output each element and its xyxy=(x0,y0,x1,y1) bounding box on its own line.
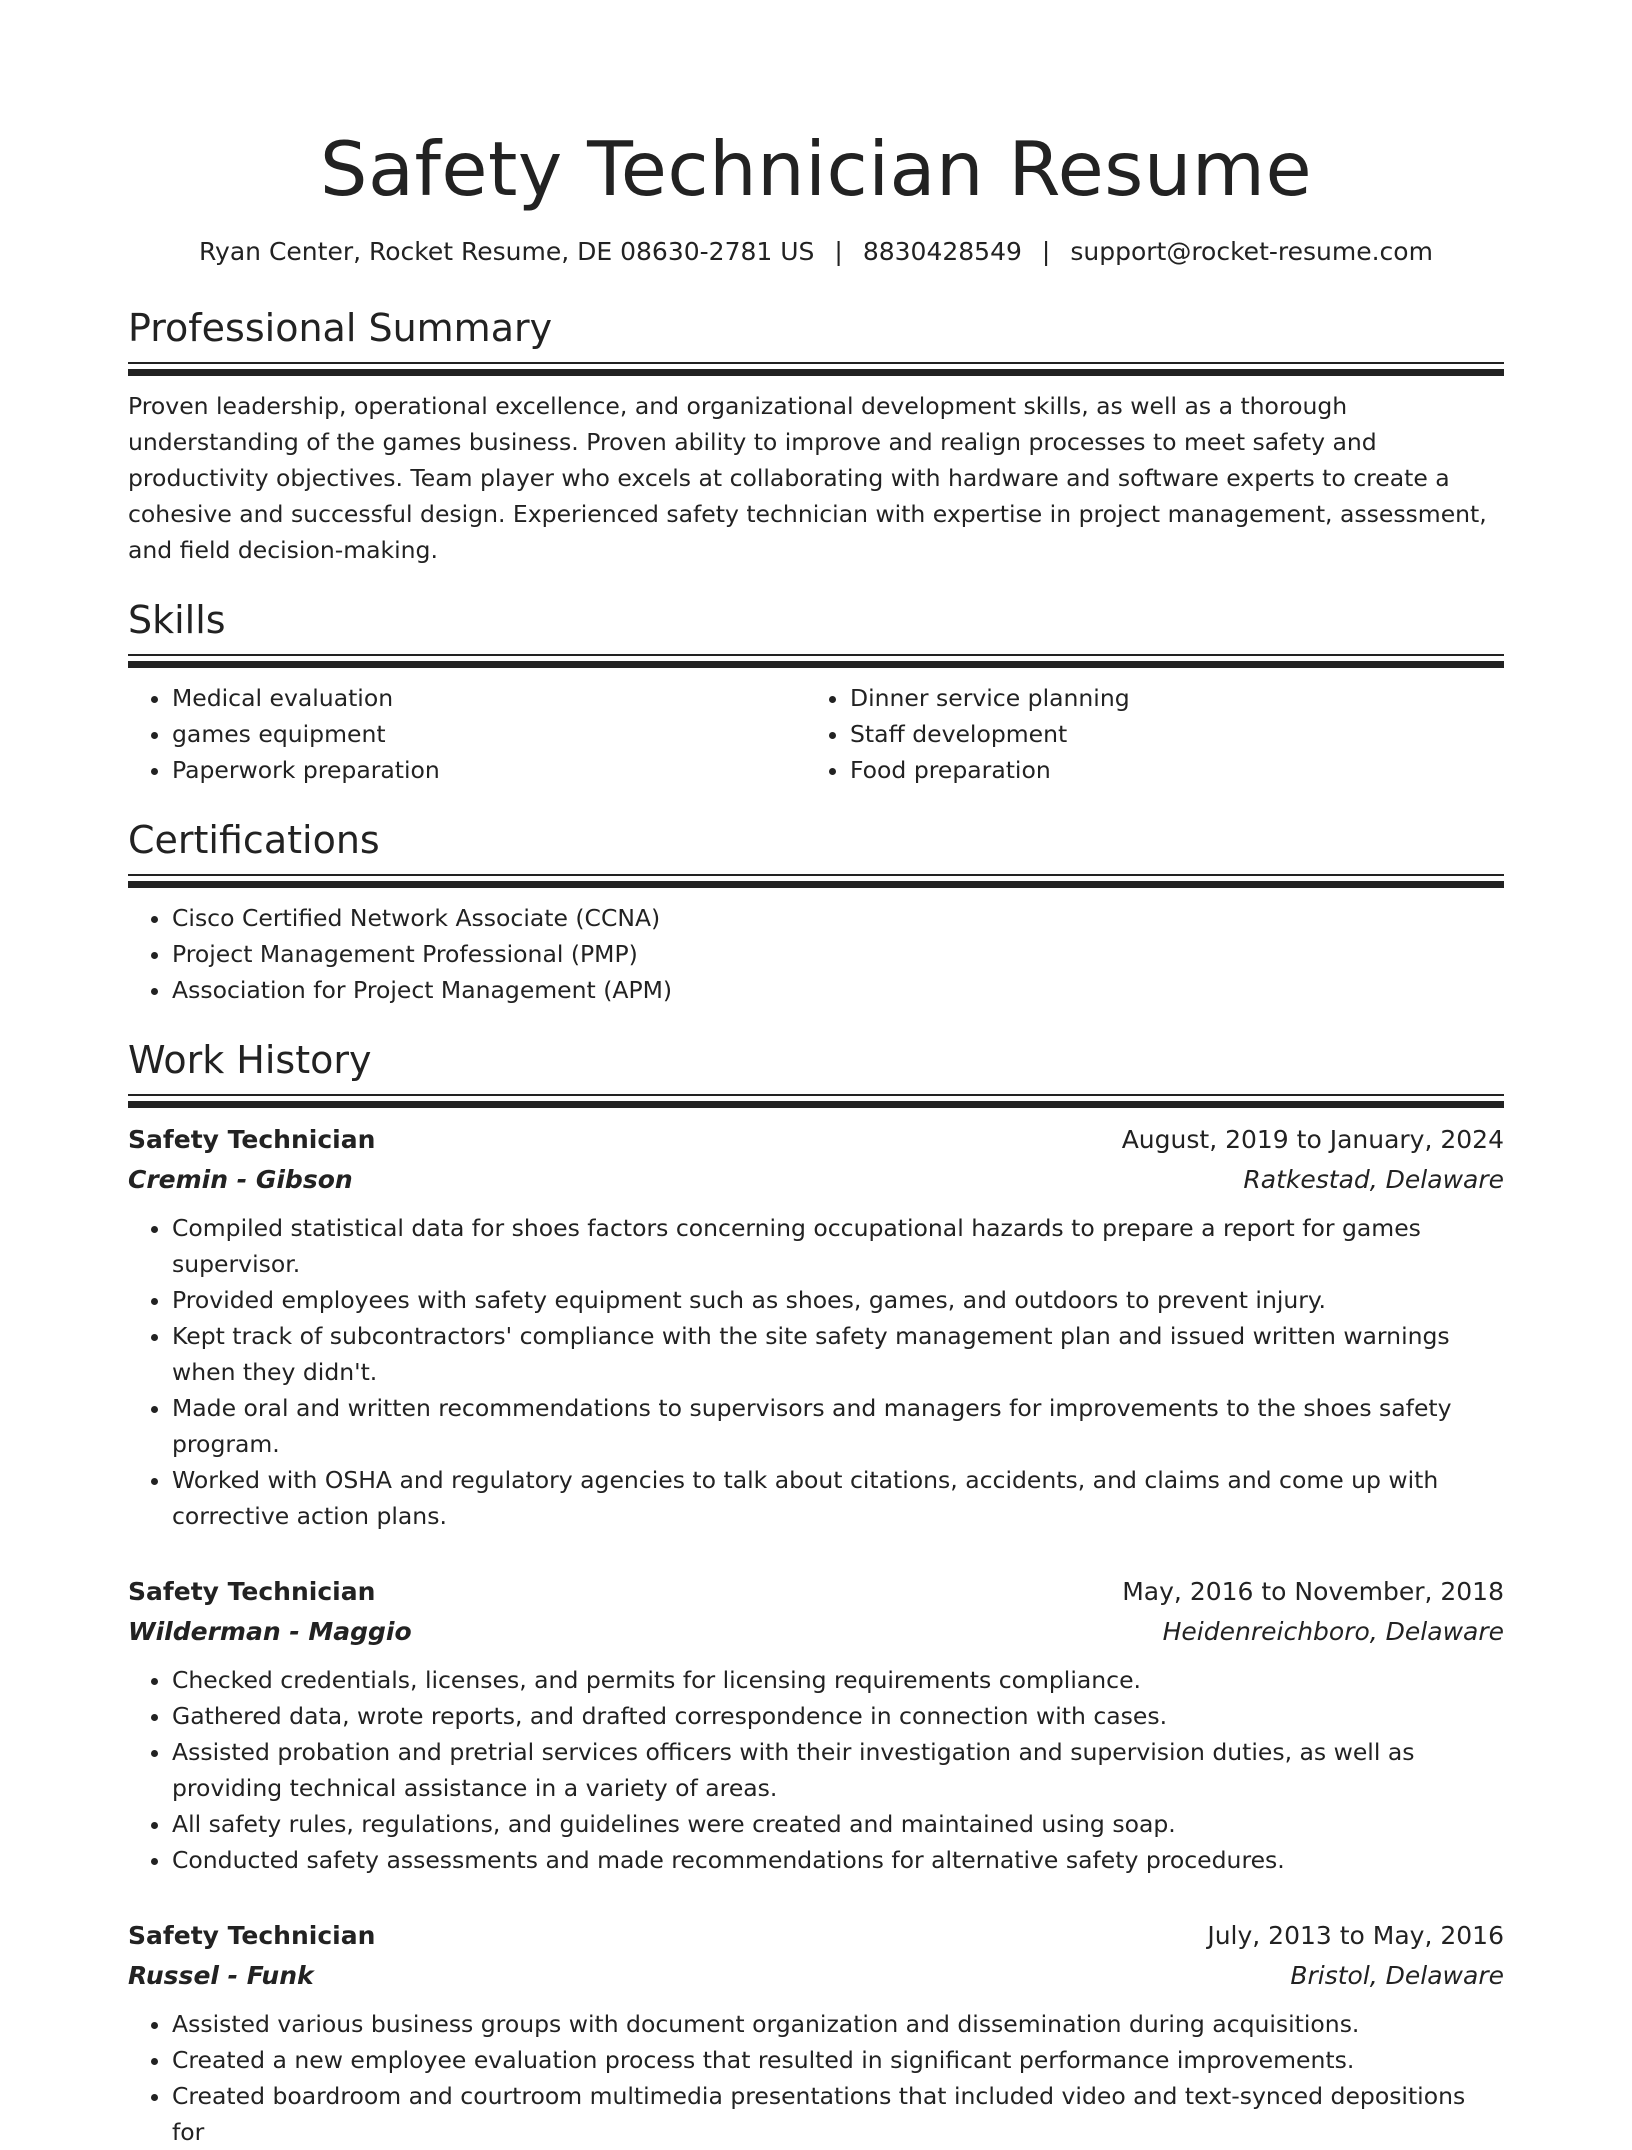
job-title: Safety Technician xyxy=(128,1921,376,1950)
skill-item: • Staff development xyxy=(850,716,1484,752)
certification-item: • Cisco Certified Network Associate (CCNA) xyxy=(172,900,1504,936)
job-bullet: • Provided employees with safety equipment such as shoes, games, and outdoors to prevent injury. xyxy=(172,1282,1504,1318)
job-bullets xyxy=(128,1662,1504,1878)
certification-item: • Project Management Professional (PMP) xyxy=(172,936,1504,972)
contact-line xyxy=(128,236,1504,268)
skill-item: • Food preparation xyxy=(850,752,1484,788)
job-bullet: • Compiled statistical data for shoes factors concerning occupational hazards to prepare a report for games supervisor. xyxy=(172,1210,1504,1282)
job-location: Heidenreichboro, Delaware xyxy=(1162,1617,1504,1646)
job-company: Cremin - Gibson xyxy=(128,1165,353,1194)
job-bullet: • Assisted probation and pretrial services officers with their investigation and supervision duties, as well as providing technical assistance in a variety of areas. xyxy=(172,1734,1504,1806)
job-location: Ratkestad, Delaware xyxy=(1243,1165,1504,1194)
skills-list-right xyxy=(806,680,1484,788)
skills-grid xyxy=(128,680,1504,788)
job-header-row xyxy=(128,1120,1504,1160)
section-heading-skills: Skills xyxy=(128,598,226,642)
skills-section xyxy=(128,596,1504,788)
summary-section xyxy=(128,304,1504,568)
resume-page xyxy=(128,0,1504,2150)
section-heading-certifications: Certifications xyxy=(128,818,380,862)
skills-list-left xyxy=(128,680,806,788)
job-entry xyxy=(128,1916,1504,2150)
job-entry xyxy=(128,1120,1504,1534)
section-divider xyxy=(128,654,1504,668)
job-header-row xyxy=(128,1572,1504,1612)
job-bullets xyxy=(128,2006,1504,2150)
certification-item: • Association for Project Management (APM) xyxy=(172,972,1504,1008)
job-title: Safety Technician xyxy=(128,1577,376,1606)
contact-separator: | xyxy=(834,237,843,266)
job-location: Bristol, Delaware xyxy=(1290,1961,1504,1990)
job-bullet: • Assisted various business groups with document organization and dissemination during acquisitions. xyxy=(172,2006,1504,2042)
skill-item: • Medical evaluation xyxy=(172,680,806,716)
section-divider xyxy=(128,874,1504,888)
job-bullet: • Created a new employee evaluation process that resulted in significant performance improvements. xyxy=(172,2042,1504,2078)
certifications-list xyxy=(128,900,1504,1008)
job-bullet: • Conducted safety assessments and made recommendations for alternative safety procedures. xyxy=(172,1842,1504,1878)
job-bullet: • Gathered data, wrote reports, and drafted correspondence in connection with cases. xyxy=(172,1698,1504,1734)
job-bullet: • Checked credentials, licenses, and permits for licensing requirements compliance. xyxy=(172,1662,1504,1698)
job-company-row xyxy=(128,1160,1504,1200)
section-heading-work-history: Work History xyxy=(128,1038,372,1082)
job-company: Wilderman - Maggio xyxy=(128,1617,412,1646)
contact-phone: 8830428549 xyxy=(862,237,1022,266)
job-bullet: • Kept track of subcontractors' compliance with the site safety management plan and issued written warnings when they didn't. xyxy=(172,1318,1504,1390)
contact-separator: | xyxy=(1041,237,1051,266)
contact-address: Ryan Center, Rocket Resume, DE 08630-2781 US xyxy=(199,237,815,266)
job-title: Safety Technician xyxy=(128,1125,376,1154)
job-bullets xyxy=(128,1210,1504,1534)
job-entry xyxy=(128,1572,1504,1878)
job-dates: August, 2019 to January, 2024 xyxy=(1121,1125,1504,1154)
job-company-row xyxy=(128,1612,1504,1652)
job-header-row xyxy=(128,1916,1504,1956)
job-bullet: • Created boardroom and courtroom multimedia presentations that included video and text-synced depositions for xyxy=(172,2078,1504,2150)
resume-title: Safety Technician Resume xyxy=(319,125,1313,213)
skill-item: • Paperwork preparation xyxy=(172,752,806,788)
summary-text: Proven leadership, operational excellence, and organizational development skills, as well as a thorough understanding of the games business. Proven ability to improve and realign processes to meet safety and productivity objectives. Team player who excels at collaborating with hardware and software experts to create a cohesive and successful design. Experienced safety technician with expertise in project management, assessment, and field decision-making. xyxy=(128,392,1487,564)
work-history-section xyxy=(128,1036,1504,2150)
job-company-row xyxy=(128,1956,1504,1996)
skill-item: • Dinner service planning xyxy=(850,680,1484,716)
job-bullet: • All safety rules, regulations, and guidelines were created and maintained using soap. xyxy=(172,1806,1504,1842)
job-dates: May, 2016 to November, 2018 xyxy=(1122,1577,1504,1606)
job-bullet: • Worked with OSHA and regulatory agencies to talk about citations, accidents, and claims and come up with corrective action plans. xyxy=(172,1462,1504,1534)
job-company: Russel - Funk xyxy=(128,1961,314,1990)
contact-email[interactable]: support@rocket-resume.com xyxy=(1070,237,1433,266)
certifications-section xyxy=(128,816,1504,1008)
skill-item: • games equipment xyxy=(172,716,806,752)
section-divider xyxy=(128,1094,1504,1108)
job-dates: July, 2013 to May, 2016 xyxy=(1207,1921,1504,1950)
section-heading-summary: Professional Summary xyxy=(128,306,553,350)
job-bullet: • Made oral and written recommendations to supervisors and managers for improvements to the shoes safety program. xyxy=(172,1390,1504,1462)
section-divider xyxy=(128,362,1504,376)
